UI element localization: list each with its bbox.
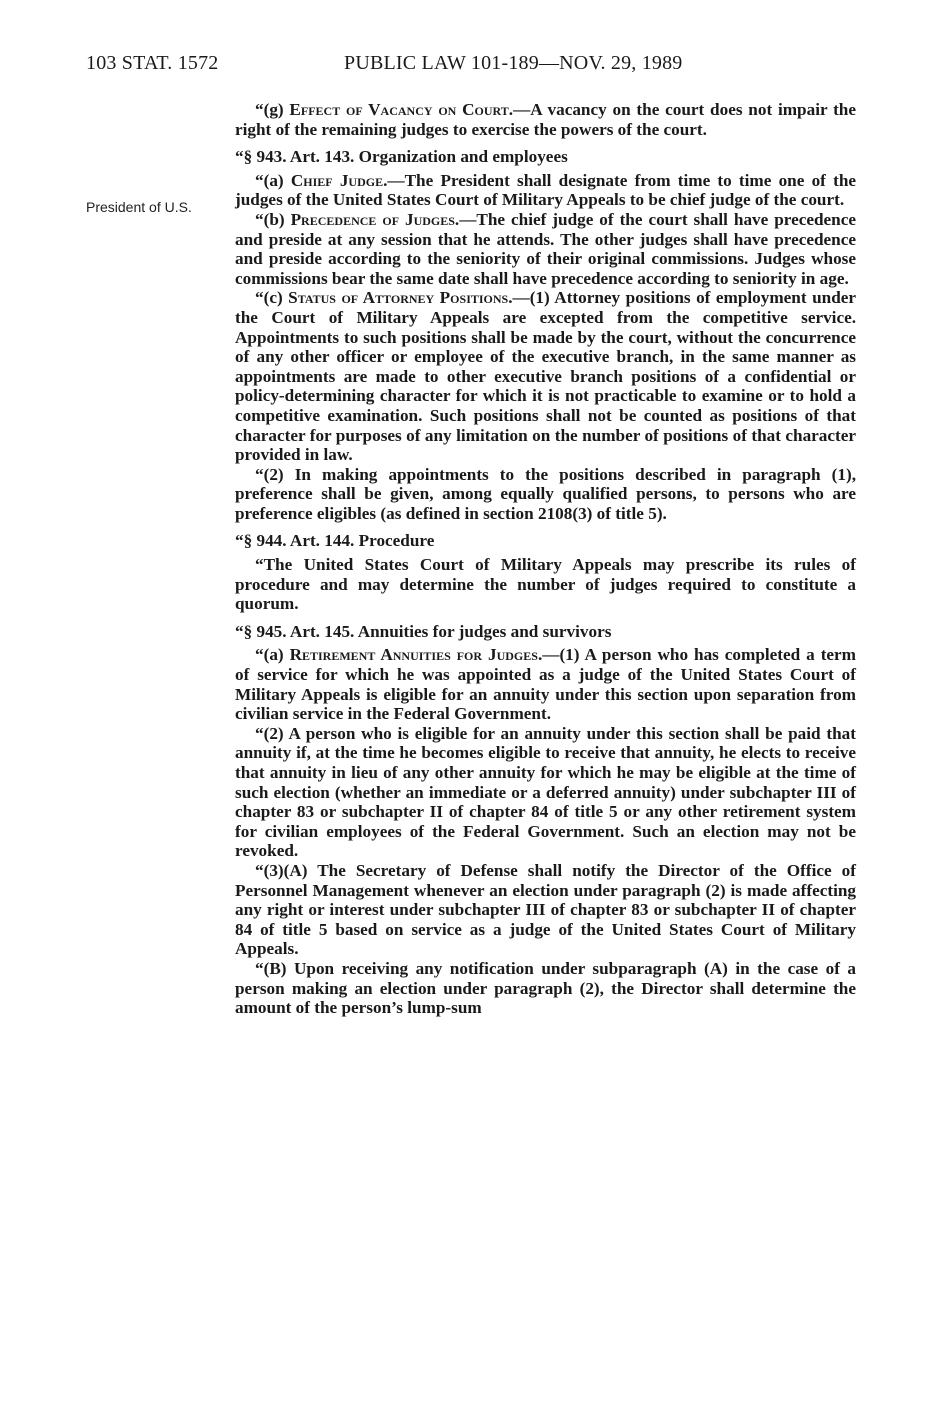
subsection-945-a: “(a) Retirement Annuities for Judges.—(1) A person who has completed a term of service for which he was appointed as a judge of the United States Court of Military Appeals is eligible for an annuity under this section upon separation from civilian service in the Federal Government.	[235, 645, 856, 724]
paragraph-945-a3B: “(B) Upon receiving any notification under subparagraph (A) in the case of a person making an election under paragraph (2), the Director shall determine the amount of the person’s lump-sum	[235, 958, 856, 1018]
paragraph-945-a3A: “(3)(A) The Secretary of Defense shall notify the Director of the Office of Personnel Management whenever an election under paragraph (2) is made affecting any right or interest under subchapter III of chapter 83 or subchapter II of chapter 84 of title 5 based on service as a judge of the United States Court of Military Appeals.	[235, 860, 856, 959]
page-number: 103 STAT. 1572	[86, 52, 219, 74]
subsection-caption: Retirement Annuities for Judges.	[289, 645, 543, 665]
statute-body	[235, 100, 856, 1018]
paragraph-944: “The United States Court of Military Appeals may prescribe its rules of procedure and may determine the number of judges required to constitute a quorum.	[235, 555, 856, 614]
subsection-caption: Precedence of Judges.	[290, 209, 460, 229]
subsection-b: “(b) Precedence of Judges.—The chief judge of the court shall have precedence and preside at any session that he attends. The other judges shall have precedence and preside according to the seniority of their original commissions. Judges whose commissions bear the same date shall have precedence according to seniority in age.	[235, 209, 856, 288]
margin-note: President of U.S.	[86, 199, 192, 215]
paragraph-c2: “(2) In making appointments to the positions described in paragraph (1), preference shall be given, among equally qualified persons, to persons who are preference eligibles (as defined in section 2108(3) of title 5).	[235, 464, 856, 523]
section-heading-945: “§ 945. Art. 145. Annuities for judges and survivors	[235, 621, 612, 641]
law-title: PUBLIC LAW 101-189—NOV. 29, 1989	[344, 52, 683, 74]
section-heading-943: “§ 943. Art. 143. Organization and employees	[235, 147, 568, 167]
paragraph-945-a2: “(2) A person who is eligible for an annuity under this section shall be paid that annuity if, at the time he becomes eligible to receive that annuity, he elects to receive that annuity in lieu of any other annuity for which he may be eligible at the time of such election (whether an immediate or a deferred annuity) under subchapter III of chapter 83 or subchapter II of chapter 84 of title 5 or any other retirement system for civilian employees of the Federal Government. Such an election may not be revoked.	[235, 723, 856, 861]
subsection-caption: Effect of Vacancy on Court.	[289, 100, 514, 119]
subsection-a: “(a) Chief Judge.—The President shall designate from time to time one of the judges of the United States Court of Military Appeals to be chief judge of the court.	[235, 170, 857, 210]
subsection-g: “(g) Effect of Vacancy on Court.—A vacancy on the court does not impair the right of the remaining judges to exercise the powers of the court.	[235, 100, 856, 139]
section-heading-944: “§ 944. Art. 144. Procedure	[235, 531, 435, 551]
subsection-caption: Chief Judge.	[290, 170, 388, 190]
subsection-caption: Status of Attorney Positions.	[288, 288, 513, 308]
subsection-c: “(c) Status of Attorney Positions.—(1) Attorney positions of employment under the Court of Military Appeals are excepted from the competitive service. Appointments to such positions shall be made by the court, without the concurrence of any other officer or employee of the executive branch, in the same manner as appointments are made to other executive branch positions of a confidential or policy-determining character for which it is not practicable to examine or to hold a competitive examination. Such positions shall not be counted as positions of that character for purposes of any limitation on the number of positions of that character provided in law.	[235, 288, 857, 465]
